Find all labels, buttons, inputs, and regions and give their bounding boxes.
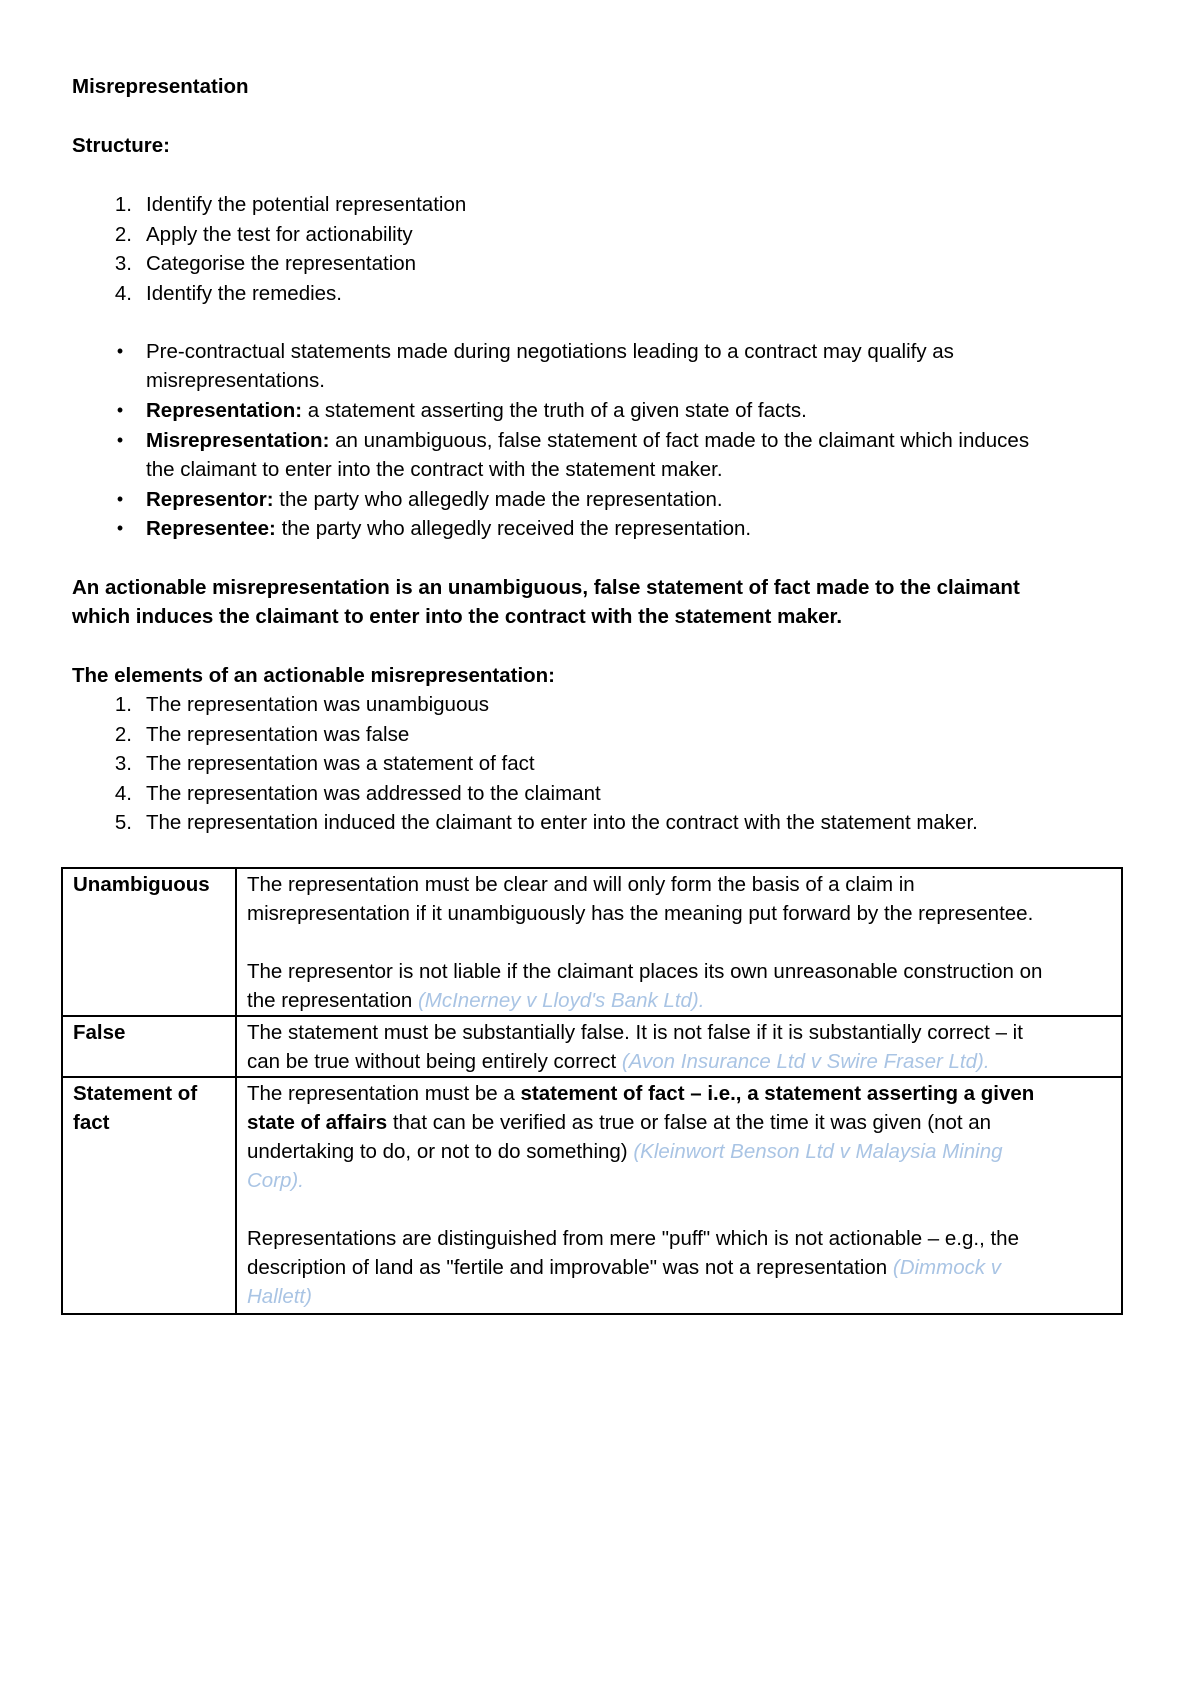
row-label-false: False [62,1016,236,1077]
case-citation: (Kleinwort Benson Ltd v Malaysia Mining [633,1140,1003,1163]
case-citation: (Dimmock v [892,1256,1002,1279]
row-body-statement-of-fact: The representation must be a statement of fact – i.e., a statement asserting a given state of affairs that can be verified as true or false at the time it was given (not an undertaking to do, or not to do something) (Kleinwort Benson Ltd v Malaysia Mining Corp). Representations are distinguished from mere "puff" which is not actionable – e.g., the description of land as "fertile and improvable" was not a representation (Dimmock v Hallett) [236,1077,1122,1314]
structure-heading: Structure: [72,134,170,157]
elements-table [61,867,1123,1315]
summary-line: An actionable misrepresentation is an unambiguous, false statement of fact made to the claimant [72,576,1020,599]
row-body-unambiguous: The representation must be clear and will only form the basis of a claim in misrepresentation if it unambiguously has the meaning put forward by the representee. The representor is not liable if the claimant places its own unreasonable construction on the representation (McInerney v Lloyd's Bank Ltd). [236,868,1122,1016]
table-row [62,1077,1122,1314]
row-label-statement-of-fact: Statement of fact [62,1077,236,1314]
table-row [62,868,1122,1016]
row-label-unambiguous: Unambiguous [62,868,236,1016]
case-citation: (Avon Insurance Ltd v Swire Fraser Ltd). [621,1050,990,1073]
row-body-false: The statement must be substantially false. It is not false if it is substantially correct – it can be true without being entirely correct (Avon Insurance Ltd v Swire Fraser Ltd). [236,1016,1122,1077]
case-citation: (McInerney v Lloyd's Bank Ltd). [417,989,705,1012]
elements-heading: The elements of an actionable misrepresentation: [72,664,556,687]
summary-line: which induces the claimant to enter into the contract with the statement maker. [72,605,843,628]
page-title: Misrepresentation [72,75,249,98]
table-row [62,1016,1122,1077]
